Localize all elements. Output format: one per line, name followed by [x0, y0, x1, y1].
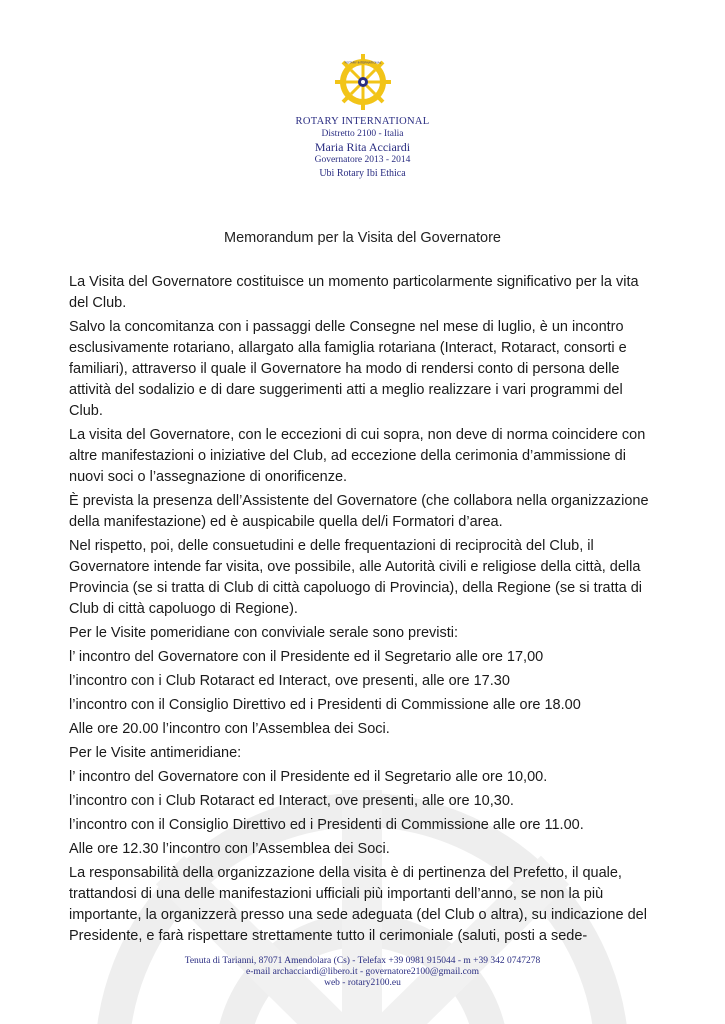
schedule-item: l’ incontro del Governatore con il Presidente ed il Segretario alle ore 17,00 — [69, 649, 544, 665]
footer-email: e-mail archacciardi@libero.it - governatore2100@gmail.com — [245, 967, 479, 977]
schedule-item: l’incontro con il Consiglio Direttivo ed i Presidenti di Commissione alle ore 11.00. — [69, 817, 584, 833]
logo-lettering: ROTARY INTERNATIONAL — [344, 60, 381, 65]
schedule-item: l’ incontro del Governatore con il Presidente ed il Segretario alle ore 10,00. — [69, 769, 548, 785]
paragraph: Per le Visite antimeridiane: — [69, 745, 242, 761]
schedule-item: l’incontro con i Club Rotaract ed Interact, ove presenti, alle ore 10,30. — [69, 793, 514, 809]
footer-address: Tenuta di Tarianni, 87071 Amendolara (Cs) - Telefax +39 0981 915044 - m +39 342 0747278 — [184, 956, 541, 966]
document-body — [69, 272, 659, 950]
governor-name: Maria Rita Acciardi — [314, 140, 411, 154]
schedule-item: Alle ore 20.00 l’incontro con l’Assemblea dei Soci. — [69, 721, 390, 737]
paragraph: La Visita del Governatore costituisce un momento particolarmente significativo per la vita del Club. — [69, 274, 639, 311]
schedule-item: Alle ore 12.30 l’incontro con l’Assemblea dei Soci. — [69, 841, 390, 857]
paragraph: La responsabilità della organizzazione della visita è di pertinenza del Prefetto, il quale, trattandosi di una delle manifestazioni ufficiali più importanti dell’anno, se non la più importante, la organizzerà presso una sede adeguata (del Club o altra), su indicazione del Presidente, e farà rispettare strettamente tutto il cerimoniale (saluti, posti a sede- — [69, 865, 647, 944]
governor-term: Governatore 2013 - 2014 — [314, 155, 411, 165]
rotary-wheel-icon — [333, 52, 393, 112]
paragraph: La visita del Governatore, con le eccezioni di cui sopra, non deve di norma coincidere con altre manifestazioni o iniziative del Club, ad eccezione della cerimonia d’ammissione di nuovi soci o l’assegnazione di onorificenze. — [69, 427, 646, 485]
motto: Ubi Rotary Ibi Ethica — [319, 168, 406, 179]
schedule-item: l’incontro con il Consiglio Direttivo ed i Presidenti di Commissione alle ore 18.00 — [69, 697, 581, 713]
letterhead — [0, 52, 725, 180]
paragraph: Nel rispetto, poi, delle consuetudini e delle frequentazioni di reciprocità del Club, il Governatore intende far visita, ove possibile, alle Autorità civili e religiose della città, della Provincia (se si tratta di Club di città capoluogo di Provincia), della Regione (se si tratta di Club di città capoluogo di Regione). — [69, 538, 643, 617]
page-title: Memorandum per la Visita del Governatore — [224, 230, 501, 246]
organization-name: ROTARY INTERNATIONAL — [295, 116, 430, 127]
district-name: Distretto 2100 - Italia — [321, 129, 404, 139]
schedule-item: l’incontro con i Club Rotaract ed Interact, ove presenti, alle ore 17.30 — [69, 673, 510, 689]
letterhead-footer — [0, 956, 725, 989]
paragraph: È prevista la presenza dell’Assistente del Governatore (che collabora nella organizzazione della manifestazione) ed è auspicabile quella del/i Formatori d’area. — [69, 493, 649, 530]
footer-web: web - rotary2100.eu — [324, 978, 401, 988]
paragraph: Salvo la concomitanza con i passaggi delle Consegne nel mese di luglio, è un incontro esclusivamente rotariano, allargato alla famiglia rotariana (Interact, Rotaract, consorti e familiari), attraverso il quale il Governatore ha modo di rendersi conto di persona delle attività del sodalizio e di dare suggerimenti atti a meglio realizzare i vari programmi del Club. — [69, 319, 627, 419]
paragraph: Per le Visite pomeridiane con conviviale serale sono previsti: — [69, 625, 459, 641]
